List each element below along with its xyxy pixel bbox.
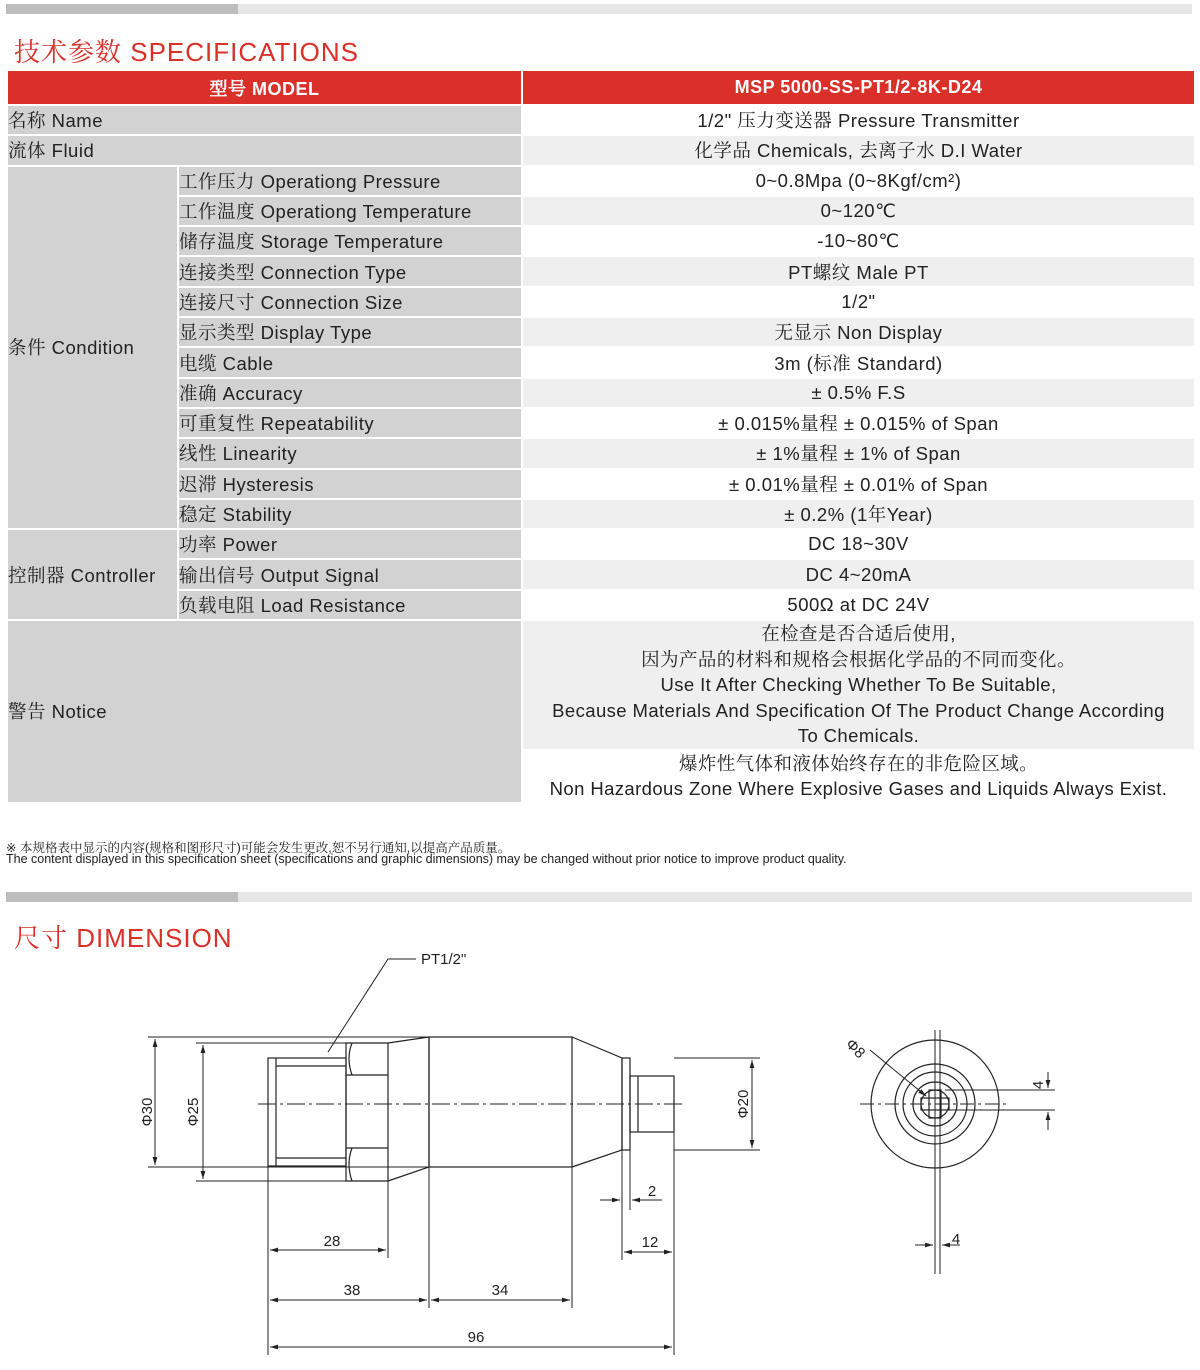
dimension-lines xyxy=(148,959,760,1355)
thread-section xyxy=(268,1058,346,1166)
table-row xyxy=(7,559,1195,589)
table-row xyxy=(7,226,1195,256)
fluid-label: 流体 Fluid xyxy=(7,135,522,165)
condition-row-label: 储存温度 Storage Temperature xyxy=(178,226,522,256)
footnote-chinese: ※ 本规格表中显示的内容(规格和图形尺寸)可能会发生更改,恕不另行通知,以提高产品质量。 xyxy=(6,841,511,855)
table-row xyxy=(7,499,1195,529)
condition-row-label: 显示类型 Display Type xyxy=(178,317,522,347)
divider-accent xyxy=(6,892,238,902)
table-header-row xyxy=(7,70,1195,105)
condition-row-label: 迟滞 Hysteresis xyxy=(178,469,522,499)
condition-row-label: 工作温度 Operationg Temperature xyxy=(178,196,522,226)
condition-label: 条件 Condition xyxy=(7,166,178,530)
dim-2-label: 2 xyxy=(647,1183,657,1200)
controller-row-value: 500Ω at DC 24V xyxy=(522,590,1195,620)
notice-label: 警告 Notice xyxy=(7,620,522,803)
dimension-drawing xyxy=(0,940,1200,1365)
name-value: 1/2" 压力变送器 Pressure Transmitter xyxy=(522,105,1195,135)
dimension-labels xyxy=(139,951,1047,1346)
controller-label: 控制器 Controller xyxy=(7,529,178,620)
table-row xyxy=(7,135,1195,165)
top-divider-bar xyxy=(6,4,1192,14)
dim-4-right-label: 4 xyxy=(1030,1080,1047,1090)
fluid-value: 化学品 Chemicals, 去离子水 D.I Water xyxy=(522,135,1195,165)
table-row xyxy=(7,256,1195,286)
condition-row-label: 可重复性 Repeatability xyxy=(178,408,522,438)
notice-row xyxy=(7,620,1195,750)
condition-row-label: 连接尺寸 Connection Size xyxy=(178,287,522,317)
condition-row-label: 连接类型 Connection Type xyxy=(178,256,522,286)
controller-row-label: 负载电阻 Load Resistance xyxy=(178,590,522,620)
notice-line: To Chemicals. xyxy=(797,725,920,747)
name-label: 名称 Name xyxy=(7,105,522,135)
dim-12-label: 12 xyxy=(641,1234,659,1251)
table-row xyxy=(7,590,1195,620)
controller-row-value: DC 18~30V xyxy=(522,529,1195,559)
main-body xyxy=(429,1037,572,1167)
table-row xyxy=(7,469,1195,499)
model-header-value: MSP 5000-SS-PT1/2-8K-D24 xyxy=(522,70,1195,105)
table-row xyxy=(7,529,1195,559)
condition-row-value: ± 0.015%量程 ± 0.015% of Span xyxy=(522,408,1195,438)
table-row xyxy=(7,166,1195,196)
table-row xyxy=(7,408,1195,438)
dia30-label: Φ30 xyxy=(139,1097,156,1127)
controller-row-label: 输出信号 Output Signal xyxy=(178,559,522,589)
dim-28-label: 28 xyxy=(323,1233,341,1250)
condition-row-value: ± 0.01%量程 ± 0.01% of Span xyxy=(522,469,1195,499)
table-row xyxy=(7,438,1195,468)
front-taper xyxy=(388,1037,429,1181)
table-row xyxy=(7,196,1195,226)
table-row xyxy=(7,317,1195,347)
dia25-label: Φ25 xyxy=(185,1097,202,1127)
dia20-label: Φ20 xyxy=(735,1089,752,1119)
thread-label: PT1/2" xyxy=(421,951,467,968)
dim-96-label: 96 xyxy=(467,1329,485,1346)
dimension-title: 尺寸 DIMENSION xyxy=(14,923,233,953)
condition-row-value: ± 0.2% (1年Year) xyxy=(522,499,1195,529)
condition-row-value: 0~0.8Mpa (0~8Kgf/cm²) xyxy=(522,166,1195,196)
controller-row-label: 功率 Power xyxy=(178,529,522,559)
notice-line: 因为产品的材料和规格会根据化学品的不同而变化。 xyxy=(641,648,1076,670)
notice-line: Use It After Checking Whether To Be Suitable, xyxy=(660,674,1057,696)
dim-38-label: 38 xyxy=(343,1282,361,1299)
controller-row-value: DC 4~20mA xyxy=(522,559,1195,589)
notice-line: Non Hazardous Zone Where Explosive Gases and Liquids Always Exist. xyxy=(549,778,1168,800)
middle-divider-bar xyxy=(6,892,1192,902)
rear-taper xyxy=(572,1037,622,1167)
dim-34-label: 34 xyxy=(491,1282,509,1299)
notice-block-2 xyxy=(522,750,1195,803)
table-row xyxy=(7,378,1195,408)
condition-row-value: ± 0.5% F.S xyxy=(522,378,1195,408)
condition-row-value: 1/2" xyxy=(522,287,1195,317)
condition-row-value: 3m (标准 Standard) xyxy=(522,347,1195,377)
table-row xyxy=(7,105,1195,135)
condition-row-value: -10~80℃ xyxy=(522,226,1195,256)
dim-4-bottom-label: 4 xyxy=(951,1231,961,1248)
condition-row-value: 无显示 Non Display xyxy=(522,317,1195,347)
notice-block-1 xyxy=(522,620,1195,750)
notice-line: Because Materials And Specification Of The Product Change According xyxy=(552,699,1165,721)
thread-leader xyxy=(328,959,416,1052)
specifications-table xyxy=(6,69,1196,804)
dia8-label: Φ8 xyxy=(841,1035,869,1063)
divider-accent xyxy=(6,4,238,14)
condition-row-label: 稳定 Stability xyxy=(178,499,522,529)
condition-row-label: 工作压力 Operationg Pressure xyxy=(178,166,522,196)
specifications-title: 技术参数 SPECIFICATIONS xyxy=(14,37,359,67)
condition-row-label: 电缆 Cable xyxy=(178,347,522,377)
notice-line: 爆炸性气体和液体始终存在的非危险区域。 xyxy=(678,752,1039,774)
condition-row-value: 0~120℃ xyxy=(522,196,1195,226)
condition-row-label: 线性 Linearity xyxy=(178,438,522,468)
condition-row-value: ± 1%量程 ± 1% of Span xyxy=(522,438,1195,468)
footnote-english: The content displayed in this specification sheet (specifications and graphic dimensions) may be changed without prior notice to improve product quality. xyxy=(6,852,847,866)
table-row xyxy=(7,287,1195,317)
table-row xyxy=(7,347,1195,377)
condition-row-value: PT螺纹 Male PT xyxy=(522,256,1195,286)
notice-line: 在检查是否合适后使用, xyxy=(761,623,956,645)
hex-nut xyxy=(346,1043,388,1181)
model-header-label: 型号 MODEL xyxy=(7,70,522,105)
condition-row-label: 准确 Accuracy xyxy=(178,378,522,408)
